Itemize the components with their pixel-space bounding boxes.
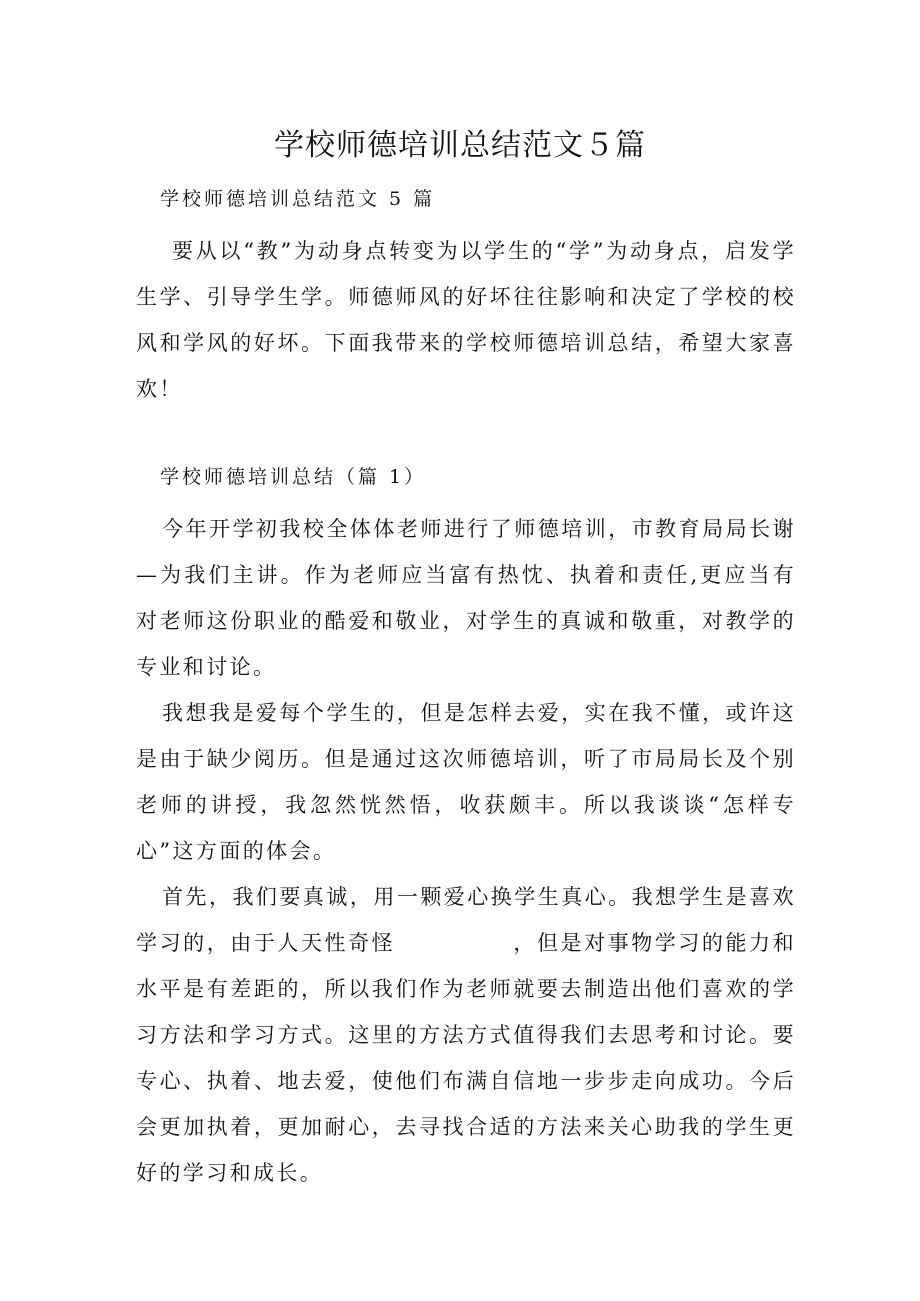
body-paragraph-2: 我想我是爱每个学生的，但是怎样去爱，实在我不懂，或许这是由于缺少阅历。但是通过这次师德培训，听了市局局长及个别老师的讲授，我忽然恍然悟，收获颇丰。所以我谈谈“怎样专心”这方面的体会。 [136, 701, 796, 863]
body-paragraph-3 [136, 874, 796, 1196]
body-paragraph-1: 今年开学初我校全体体老师进行了师德培训，市教育局局长谢—为我们主讲。作为老师应当富有热忱、执着和责任,更应当有对老师这份职业的酷爱和敬业，对学生的真诚和敬重，对教学的专业和讨论。 [136, 517, 796, 679]
document-title: 学校师德培训总结范文５篇 [274, 128, 646, 163]
intro-paragraph: 要从以“教”为动身点转变为以学生的“学”为动身点，启发学生学、引导学生学。师德师风的好坏往往影响和决定了学校的校风和学风的好坏。下面我带来的学校师德培训总结，希望大家喜欢！ [136, 239, 796, 401]
body-paragraph-3-part-b: ，但是对事物学习的能力和水平是有差距的，所以我们作为老师就要去制造出他们喜欢的学习方法和学习方式。这里的方法方式值得我们去思考和讨论。要专心、执着、地去爱，使他们布满自信地一步步走向成功。今后会更加执着，更加耐心，去寻找合适的方法来关心助我的学生更好的学习和成长。 [136, 931, 796, 1185]
document-subtitle: 学校师德培训总结范文 5 篇 [160, 188, 436, 210]
section-heading-1: 学校师德培训总结（篇 1） [160, 466, 427, 488]
body-paragraph-3-part-a: 首先，我们要真诚，用一颗爱心换学生真心。我想学生是喜欢学习的，由于人天性奇怪 [136, 885, 796, 955]
